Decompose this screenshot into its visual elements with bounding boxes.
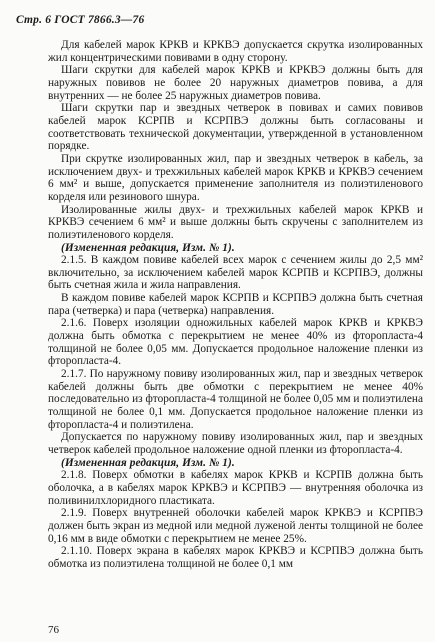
paragraph: Шаги скрутки пар и звездных четверок в повивах и самих повивов кабелей марок КСРПВ и КСРПВЭ должны быть согласованы и соответствовать технической документации, утвержденной в установленном порядке. [48,102,423,153]
paragraph: 2.1.9. Поверх внутренней оболочки кабелей марок КРКВЭ и КСРПВЭ должен быть экран из медной или медной луженой ленты толщиной не более 0,16 мм в виде обмотки с перекрытием не менее 25%. [48,507,423,545]
document-body [48,39,423,571]
paragraph: 2.1.7. По наружному повиву изолированных жил, пар и звездных четверок кабелей должны быть две обмотки с перекрытием не менее 40% последовательно из фторопласта-4 толщиной не более 0,05 мм и полиэтилена толщиной не более 0,1 мм. Допускается продольное наложение пленки из фторопласта-4 и полиэтилена. [48,368,423,431]
paragraph: Изолированные жилы двух- и трехжильных кабелей марок КРКВ и КРКВЭ сечением 6 мм² и выше должны быть скручены с заполнителем из полиэтиленового корделя. [48,203,423,241]
paragraph: В каждом повиве кабелей марок КСРПВ и КСРПВЭ должна быть счетная пара (четверка) и пара (четверка) направления. [48,292,423,317]
page-number: 76 [48,624,59,636]
paragraph: Для кабелей марок КРКВ и КРКВЭ допускается скрутка изолированных жил концентрическими повивами в одну сторону. [48,39,423,64]
paragraph: Допускается по наружному повиву изолированных жил, пар и звездных четверок кабелей продольное наложение одной пленки из фторопласта-4. [48,431,423,456]
amendment-note: (Измененная редакция, Изм. № 1). [61,241,235,254]
paragraph: При скрутке изолированных жил, пар и звездных четверок в кабель, за исключением двух- и трехжильных кабелей марок КРКВ и КРКВЭ сечением 6 мм² и выше, допускается применение заполнителя из полиэтиленового корделя или резинового шнура. [48,152,423,203]
amendment-note: (Измененная редакция, Изм. № 1). [61,456,235,469]
paragraph: 2.1.10. Поверх экрана в кабелях марок КРКВЭ и КСРПВЭ должна быть обмотка из полиэтилена толщиной не более 0,1 мм [48,545,423,570]
paragraph: 2.1.8. Поверх обмотки в кабелях марок КРКВ и КСРПВ должна быть оболочка, а в кабелях марок КРКВЭ и КСРПВЭ — внутренняя оболочка из поливинилхлоридного пластиката. [48,469,423,507]
page-header: Стр. 6 ГОСТ 7866.3—76 [16,14,145,26]
paragraph: 2.1.5. В каждом повиве кабелей всех марок с сечением жилы до 2,5 мм² включительно, за исключением кабелей марок КСРПВ и КСРПВЭ, должны быть счетная жила и жила направления. [48,254,423,292]
paragraph: Шаги скрутки для кабелей марок КРКВ и КРКВЭ должны быть для наружных повивов не более 20 наружных диаметров повива, а для внутренних — не более 25 наружных диаметров повива. [48,64,423,102]
paragraph: 2.1.6. Поверх изоляции одножильных кабелей марок КРКВ и КРКВЭ должна быть обмотка с перекрытием не менее 40% из фторопласта-4 толщиной не более 0,05 мм. Допускается продольное наложение пленки из фторопласта-4. [48,317,423,368]
